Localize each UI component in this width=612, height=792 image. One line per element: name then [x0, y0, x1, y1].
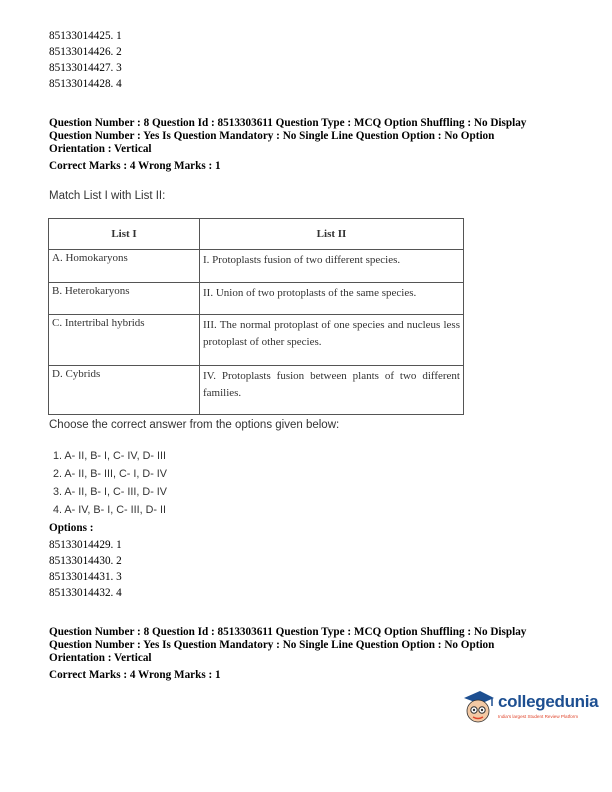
collegedunia-logo: [460, 688, 599, 726]
table-row: [49, 366, 464, 415]
list-1-item-a: A. Homokaryons: [49, 250, 200, 283]
choice-1: 1. A- II, B- I, C- IV, D- III: [53, 450, 166, 462]
list-2-item-iii: III. The normal protoplast of one species and nucleus less protoplast of other species.: [200, 315, 464, 366]
question-meta-line-3: Orientation : Vertical: [49, 143, 152, 156]
choice-4: 4. A- IV, B- I, C- III, D- II: [53, 504, 166, 516]
next-question-marks: Correct Marks : 4 Wrong Marks : 1: [49, 669, 221, 681]
table-row: [49, 250, 464, 283]
question-marks: Correct Marks : 4 Wrong Marks : 1: [49, 160, 221, 172]
options-label: Options :: [49, 522, 94, 534]
option-4: 85133014432. 4: [49, 587, 122, 599]
list-1-item-b: B. Heterokaryons: [49, 283, 200, 315]
logo-wordmark: collegedunia: [498, 692, 599, 711]
prev-option-2: 85133014426. 2: [49, 46, 122, 58]
list-1-item-d: D. Cybrids: [49, 366, 200, 415]
mascot-icon: [460, 688, 496, 726]
choose-instruction: Choose the correct answer from the options given below:: [49, 419, 340, 431]
prev-option-3: 85133014427. 3: [49, 62, 122, 74]
option-1: 85133014429. 1: [49, 539, 122, 551]
next-question-meta: [49, 626, 579, 666]
match-table: [48, 218, 464, 415]
table-row: [49, 283, 464, 315]
choice-3: 3. A- II, B- I, C- III, D- IV: [53, 486, 167, 498]
question-prompt: Match List I with List II:: [49, 190, 166, 202]
list-2-item-i: I. Protoplasts fusion of two different species.: [200, 250, 464, 283]
choice-2: 2. A- II, B- III, C- I, D- IV: [53, 468, 167, 480]
logo-tagline: India's largest Student Review Platform: [498, 714, 579, 719]
question-meta: [49, 117, 579, 157]
list-1-header: List I: [49, 219, 200, 250]
list-2-item-ii: II. Union of two protoplasts of the same species.: [200, 283, 464, 315]
question-meta-line-1: Question Number : 8 Question Id : 8513303611 Question Type : MCQ Option Shuffling : No Display: [49, 117, 527, 129]
list-1-item-c: C. Intertribal hybrids: [49, 315, 200, 366]
next-question-meta-line-2: Question Number : Yes Is Question Mandatory : No Single Line Question Option : No Option: [49, 639, 495, 652]
list-2-item-iv: IV. Protoplasts fusion between plants of two different families.: [200, 366, 464, 415]
next-question-meta-line-3: Orientation : Vertical: [49, 652, 152, 665]
option-2: 85133014430. 2: [49, 555, 122, 567]
option-3: 85133014431. 3: [49, 571, 122, 583]
list-2-header: List II: [200, 219, 464, 250]
match-table-header-row: [49, 219, 464, 250]
next-question-meta-line-1: Question Number : 8 Question Id : 8513303611 Question Type : MCQ Option Shuffling : No Display: [49, 626, 527, 638]
question-meta-line-2: Question Number : Yes Is Question Mandatory : No Single Line Question Option : No Option: [49, 130, 495, 143]
prev-option-1: 85133014425. 1: [49, 30, 122, 42]
prev-option-4: 85133014428. 4: [49, 78, 122, 90]
table-row: [49, 315, 464, 366]
